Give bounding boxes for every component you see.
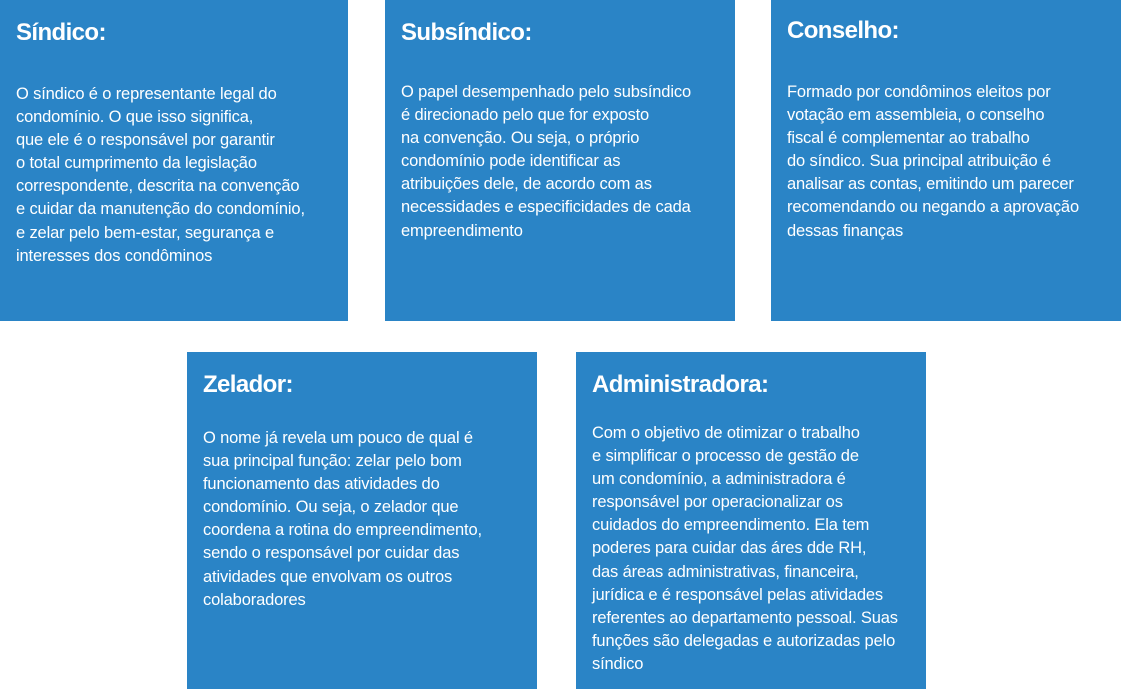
- card-description: [787, 81, 1079, 243]
- description-line: referentes ao departamento pessoal. Suas: [592, 608, 898, 627]
- description-line: dessas finanças: [787, 221, 904, 240]
- card-description: [16, 83, 305, 268]
- description-line: condomínio. Ou seja, o zelador que: [203, 498, 459, 517]
- description-line: poderes para cuidar das áres dde RH,: [592, 539, 867, 558]
- card-administradora: [576, 352, 926, 689]
- description-line: e cuidar da manutenção do condomínio,: [16, 200, 305, 219]
- description-line: funções são delegadas e autorizadas pelo: [592, 631, 896, 650]
- description-line: colaboradores: [203, 590, 306, 609]
- description-line: síndico: [592, 654, 644, 673]
- description-line: na convenção. Ou seja, o próprio: [401, 129, 640, 148]
- description-line: funcionamento das atividades do: [203, 475, 440, 494]
- description-line: condomínio pode identificar as: [401, 152, 621, 171]
- description-line: O nome já revela um pouco de qual é: [203, 429, 473, 447]
- description-line: que ele é o responsável por garantir: [16, 131, 275, 150]
- description-line: jurídica e é responsável pelas atividades: [592, 585, 884, 604]
- description-line: fiscal é complementar ao trabalho: [787, 129, 1030, 148]
- card-description: [401, 81, 691, 243]
- description-line: o total cumprimento da legislação: [16, 154, 257, 173]
- description-line: é direcionado pelo que for exposto: [401, 106, 650, 125]
- description-line: cuidados do empreendimento. Ela tem: [592, 516, 870, 535]
- card-title: Zelador:: [203, 371, 293, 398]
- description-line: necessidades e especificidades de cada: [401, 198, 691, 217]
- card-title: Conselho:: [787, 17, 899, 44]
- description-line: correspondente, descrita na convenção: [16, 177, 300, 196]
- description-line: atividades que envolvam os outros: [203, 567, 453, 586]
- description-line: O síndico é o representante legal do: [16, 85, 277, 103]
- card-zelador: [187, 352, 537, 689]
- card-sindico: [0, 0, 348, 321]
- description-line: do síndico. Sua principal atribuição é: [787, 152, 1051, 171]
- description-line: e zelar pelo bem-estar, segurança e: [16, 223, 274, 242]
- card-subsindico: [385, 0, 735, 321]
- description-line: sendo o responsável por cuidar das: [203, 544, 460, 563]
- card-description: [203, 427, 482, 612]
- description-line: responsável por operacionalizar os: [592, 493, 843, 512]
- description-line: Com o objetivo de otimizar o trabalho: [592, 424, 860, 442]
- description-line: analisar as contas, emitindo um parecer: [787, 175, 1074, 194]
- description-line: coordena a rotina do empreendimento,: [203, 521, 482, 540]
- description-line: condomínio. O que isso significa,: [16, 108, 254, 127]
- description-line: O papel desempenhado pelo subsíndico: [401, 83, 691, 101]
- description-line: interesses dos condôminos: [16, 246, 213, 265]
- description-line: recomendando ou negando a aprovação: [787, 198, 1079, 217]
- card-title: Administradora:: [592, 371, 769, 398]
- card-conselho: [771, 0, 1121, 321]
- description-line: votação em assembleia, o conselho: [787, 106, 1045, 125]
- description-line: Formado por condôminos eleitos por: [787, 83, 1051, 101]
- card-title: Síndico:: [16, 19, 106, 46]
- card-description: [592, 422, 898, 676]
- description-line: atribuições dele, de acordo com as: [401, 175, 652, 194]
- description-line: das áreas administrativas, financeira,: [592, 562, 859, 581]
- description-line: sua principal função: zelar pelo bom: [203, 452, 462, 471]
- card-title: Subsíndico:: [401, 19, 532, 46]
- description-line: um condomínio, a administradora é: [592, 470, 846, 489]
- description-line: e simplificar o processo de gestão de: [592, 447, 859, 466]
- description-line: empreendimento: [401, 221, 523, 240]
